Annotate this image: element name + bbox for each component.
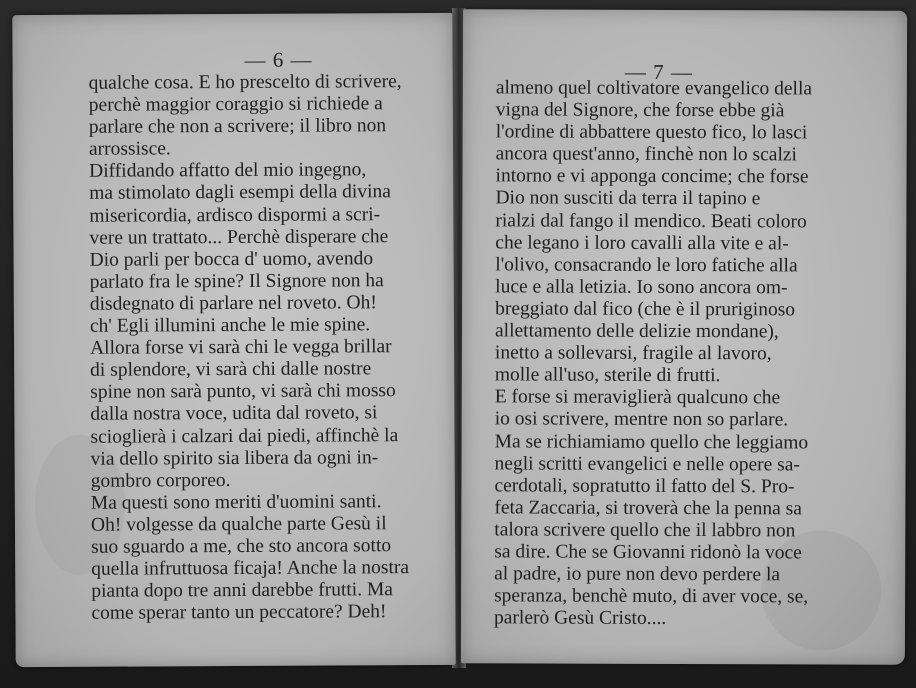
text-line: Diffidando affatto del mio ingegno, (89, 159, 367, 183)
text-line: parlerò Gesù Cristo.... (493, 607, 667, 630)
text-line: negli scritti evangelici e nelle opere sa- (494, 452, 800, 475)
text-line: spine non sarà punto, vi sarà chi mosso (90, 380, 396, 404)
text-line: breggiato dal fico (che è il pruriginoso (495, 298, 796, 321)
text-line: suo sguardo a me, che sto ancora sotto (91, 535, 392, 558)
text-line: sa dire. Che se Giovanni ridonò la voce (494, 541, 802, 564)
text-line: al padre, io pure non devo perdere la (494, 563, 781, 586)
text-line: speranza, benchè muto, di aver voce, se, (494, 585, 809, 608)
text-line: Ma questi sono meriti d'uomini santi. (90, 491, 382, 514)
text-line: che legano i loro cavalli alla vite e al- (495, 231, 789, 255)
text-line: di splendore, vi sarà chi dalle nostre (90, 358, 372, 381)
page-text (494, 77, 862, 631)
left-page (12, 13, 455, 667)
text-line: rialzi dal fango il mendico. Beati coloro (495, 209, 807, 232)
text-line: misericordia, ardisco dispormi a scri- (89, 203, 381, 227)
text-line: come sperar tanto un peccatore? Deh! (91, 601, 387, 625)
text-line: feta Zaccaria, si troverà che la penna sa (494, 497, 802, 520)
text-line: Ma se richiamiamo quello che leggiamo (494, 430, 809, 453)
text-line: l'ordine di abbattere questo fico, lo lasci (495, 121, 808, 144)
text-line: gombro corporeo. (90, 469, 231, 492)
text-line: intorno e vi apponga concime; che forse (495, 165, 809, 188)
text-line: via dello spirito sia libera da ogni in- (90, 446, 379, 470)
text-line: pianta dopo tre anni darebbe frutti. Ma (91, 579, 393, 602)
text-line: inetto a sollevarsi, fragile al lavoro, (494, 342, 772, 365)
text-line: ch' Egli illumini anche le mie spine. (89, 314, 371, 337)
text-line: almeno quel coltivatore evangelico della (495, 77, 813, 100)
page-number: — 6 — (244, 47, 313, 72)
page-text (89, 71, 432, 625)
text-line: dalla nostra voce, udita dal roveto, si (90, 402, 378, 426)
text-line: molle all'uso, sterile di frutti. (494, 364, 721, 387)
text-line: ma stimolato dagli esempi della divina (89, 181, 391, 205)
text-line: quella infruttuosa ficaja! Anche la nostra (91, 557, 410, 580)
text-line: cerdotali, sopratutto il fatto del S. Pro- (494, 475, 795, 498)
text-line: io osi scrivere, mentre non so parlare. (494, 408, 789, 431)
text-line: E forse si meraviglierà qualcuno che (494, 386, 781, 409)
text-line: perchè maggior coraggio si richiede a (88, 93, 383, 116)
text-line: scioglierà i calzari dai piedi, affinchè la (90, 424, 399, 448)
text-line: Dio parli per bocca d' uomo, avendo (89, 248, 374, 271)
text-line: talora scrivere quello che il labbro non (494, 519, 796, 542)
text-line: vigna del Signore, che forse ebbe già (495, 99, 785, 122)
text-line: l'olivo, consacrando le loro fatiche alla (495, 254, 798, 277)
text-line: Allora forse vi sarà chi le vegga brillar (89, 336, 392, 359)
text-line: qualche cosa. E ho prescelto di scrivere, (88, 71, 402, 94)
text-line: arrossisce. (88, 138, 171, 161)
text-line: allettamento delle delizie mondane), (494, 320, 779, 343)
text-line: Dio non susciti da terra il tapino e (495, 187, 761, 210)
page-number: — 7 — (624, 59, 693, 85)
text-line: Oh! volgesse da qualche parte Gesù il (90, 513, 387, 536)
text-line: parlato fra le spine? Il Signore non ha (89, 270, 384, 293)
text-line: disdegnato di parlare nel roveto. Oh! (89, 292, 377, 315)
text-line: ancora quest'anno, finchè non lo scalzi (495, 143, 798, 166)
text-line: vere un trattato... Perchè disperare che (89, 225, 389, 249)
text-line: luce e alla letizia. Io sono ancora om- (495, 276, 788, 299)
text-line: parlare che non a scrivere; il libro non (88, 115, 387, 138)
right-page (461, 9, 907, 665)
